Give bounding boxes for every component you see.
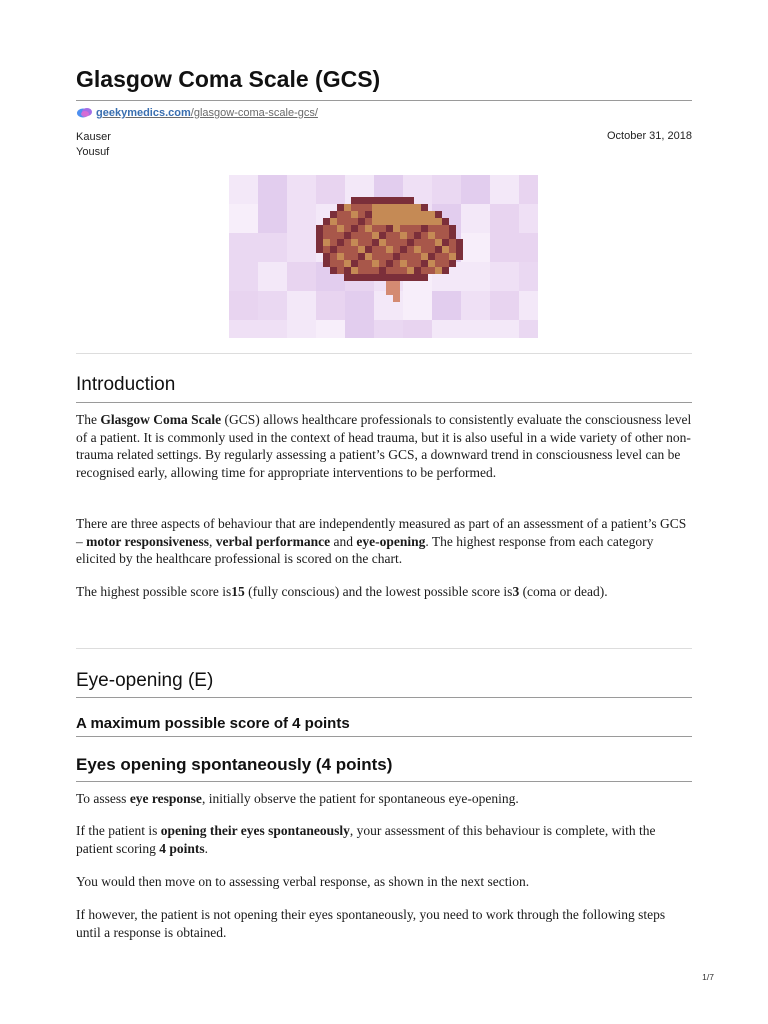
eye-opening-divider [76,697,692,698]
max-score-divider [76,736,692,737]
eye-paragraph-2: If the patient is opening their eyes spontaneously, your assessment of this behaviour is complete, with the patient scoring 4 points. [76,823,656,856]
intro-paragraph-3: The highest possible score is15 (fully conscious) and the lowest possible score is3 (coma or dead). [76,584,608,599]
geeky-medics-brain-logo-icon [76,107,93,119]
source-url-link[interactable] [96,107,318,119]
eye-opening-max-score-heading: A maximum possible score of 4 points [76,715,350,732]
intro-paragraph-2: There are three aspects of behaviour that are independently measured as part of an assessment of a patient’s GCS – motor responsiveness, verbal performance and eye-opening. The highest response from each category elicited by the healthcare professional is scored on the chart. [76,516,687,566]
eye-opening-heading: Eye-opening (E) [76,670,214,691]
author-first-name: Kauser [76,131,111,143]
source-domain: geekymedics.com [96,107,191,119]
pixel-brain-icon [229,175,538,338]
eye-paragraph-1: To assess eye response, initially observe the patient for spontaneous eye-opening. [76,791,519,806]
author-last-name: Yousuf [76,146,110,158]
source-link-row [76,107,318,119]
eye-paragraph-3: You would then move on to assessing verbal response, as shown in the next section. [76,874,530,889]
section-divider [76,648,692,649]
intro-paragraph-1: The Glasgow Coma Scale (GCS) allows healthcare professionals to consistently evaluate the consciousness level of a patient. It is commonly used in the context of head trauma, but it is also useful in a wide variety of other non-trauma related settings. By regularly assessing a patient’s GCS, a downward trend in consciousness level can be recognised early, allowing time for appropriate interventions to be performed. [76,412,692,480]
source-path: /glasgow-coma-scale-gcs/ [190,107,318,119]
introduction-heading: Introduction [76,374,176,395]
eyes-spontaneous-divider [76,781,692,782]
eyes-spontaneous-heading: Eyes opening spontaneously (4 points) [76,755,393,774]
publish-date: October 31, 2018 [606,130,692,142]
title-divider [76,100,692,101]
section-divider [76,353,692,354]
eye-paragraph-4: If however, the patient is not opening their eyes spontaneously, you need to work through the following steps until a response is obtained. [76,907,666,940]
page-title: Glasgow Coma Scale (GCS) [76,66,381,92]
page-number: 1/7 [702,972,714,982]
introduction-divider [76,402,692,403]
author-name [76,130,136,160]
